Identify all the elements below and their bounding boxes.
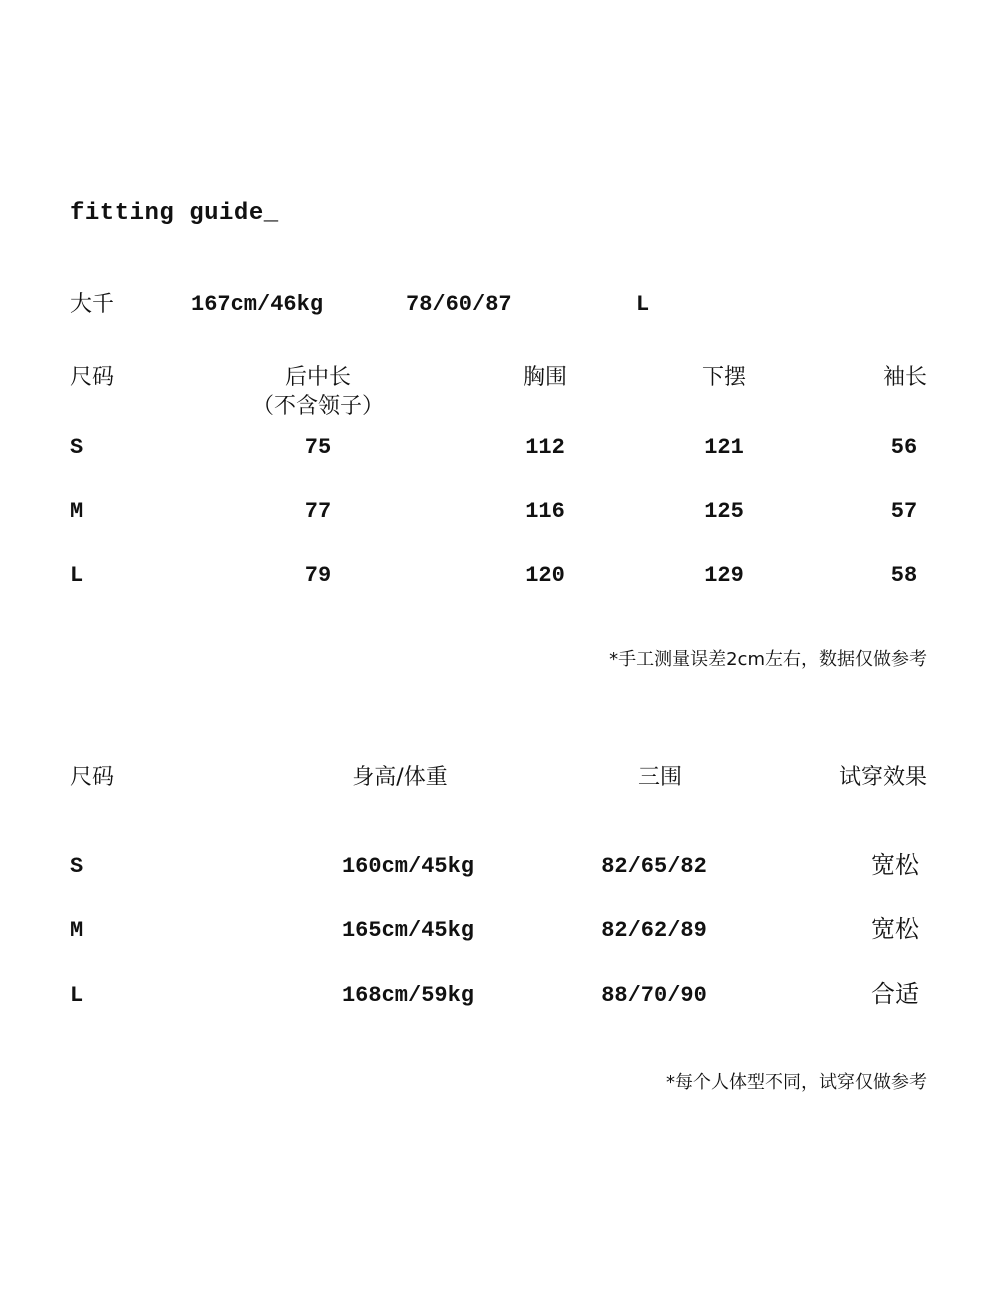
- measurements-header: 三围: [637, 765, 683, 790]
- row-size: M: [70, 499, 84, 524]
- row-chest: 112: [525, 435, 565, 460]
- row-sleeve: 57: [890, 499, 918, 524]
- row-chest: 120: [525, 563, 565, 588]
- chest-header: 胸围: [522, 365, 568, 390]
- row-size: S: [70, 854, 84, 879]
- row-back-length: 79: [304, 563, 332, 588]
- row-size: M: [70, 918, 84, 943]
- model-size: L: [636, 292, 650, 317]
- fit-note: *每个人体型不同，试穿仅做参考: [666, 1072, 927, 1093]
- fit-size-header: 尺码: [70, 765, 115, 790]
- measurement-note: *手工测量误差2cm左右，数据仅做参考: [609, 649, 927, 670]
- row-hem: 121: [704, 435, 744, 460]
- row-hem: 129: [704, 563, 744, 588]
- hem-header: 下摆: [701, 365, 747, 390]
- row-hem: 125: [704, 499, 744, 524]
- row-chest: 116: [525, 499, 565, 524]
- row-height-weight: 160cm/45kg: [341, 854, 475, 879]
- size-header: 尺码: [70, 365, 115, 390]
- back-length-header: 后中长: [284, 365, 352, 390]
- row-back-length: 75: [304, 435, 332, 460]
- model-height-weight: 167cm/46kg: [191, 292, 324, 317]
- page-title: fitting guide_: [70, 200, 279, 227]
- fit-effect-header: 试穿效果: [838, 765, 927, 790]
- row-height-weight: 165cm/45kg: [341, 918, 475, 943]
- row-fit: 宽松: [871, 851, 919, 879]
- row-measurements: 88/70/90: [601, 983, 707, 1008]
- back-length-header-note: （不含领子）: [251, 394, 385, 419]
- row-fit: 宽松: [871, 915, 919, 943]
- row-height-weight: 168cm/59kg: [341, 983, 475, 1008]
- row-size: L: [70, 563, 84, 588]
- row-sleeve: 56: [890, 435, 918, 460]
- row-measurements: 82/65/82: [601, 854, 707, 879]
- height-weight-header: 身高/体重: [352, 765, 448, 790]
- row-fit: 合适: [871, 980, 919, 1008]
- row-sleeve: 58: [890, 563, 918, 588]
- sleeve-header: 袖长: [882, 365, 927, 390]
- row-size: L: [70, 983, 84, 1008]
- row-size: S: [70, 435, 84, 460]
- row-measurements: 82/62/89: [601, 918, 707, 943]
- row-back-length: 77: [304, 499, 332, 524]
- model-name: 大千: [70, 292, 115, 317]
- model-measurements: 78/60/87: [406, 292, 512, 317]
